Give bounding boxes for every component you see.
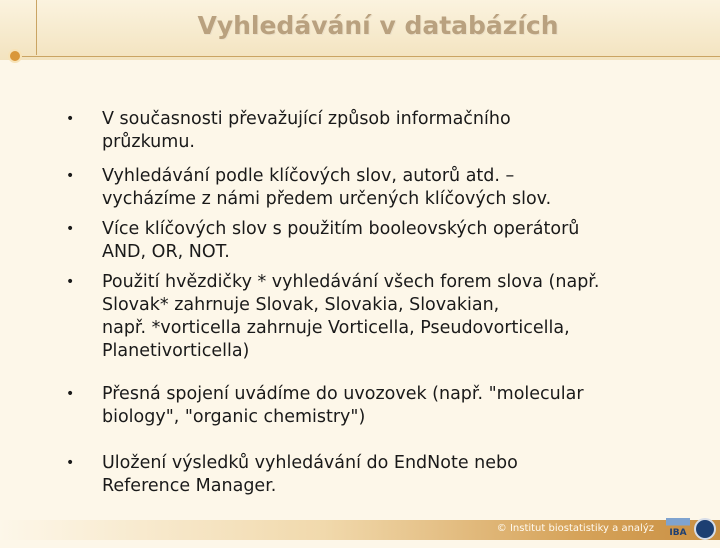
bullet-line: Reference Manager.	[102, 476, 277, 496]
slide-title: Vyhledávání v databázích	[197, 11, 559, 40]
bullet-text	[102, 452, 686, 498]
bullet-item	[66, 165, 686, 211]
bullet-line: Použití hvězdičky * vyhledávání všech forem slova (např.	[102, 272, 600, 292]
bullet-dot-icon: •	[66, 455, 75, 471]
bullet-line: vycházíme z námi předem určených klíčových slov.	[102, 189, 552, 209]
bullet-line: Planetivorticella)	[102, 341, 250, 361]
bullet-line: Více klíčových slov s použitím booleovských operátorů	[102, 219, 580, 239]
bullet-line: průzkumu.	[102, 132, 195, 152]
bullet-line: např. *vorticella zahrnuje Vorticella, Pseudovorticella,	[102, 318, 570, 338]
bullet-line: Přesná spojení uvádíme do uvozovek (např. "molecular	[102, 384, 584, 404]
iba-logo-icon: IBA	[666, 518, 690, 540]
bullet-item	[66, 108, 686, 154]
bullet-line: biology", "organic chemistry")	[102, 407, 366, 427]
bullet-item	[66, 218, 686, 264]
bullet-line: Vyhledávání podle klíčových slov, autorů atd. –	[102, 166, 515, 186]
bullet-dot-icon: •	[66, 168, 75, 184]
bullet-item	[66, 271, 686, 363]
bullet-list	[66, 108, 686, 498]
bullet-text	[102, 383, 686, 429]
bullet-dot-icon: •	[66, 111, 75, 127]
bullet-text	[102, 108, 686, 154]
bullet-text	[102, 218, 686, 264]
bullet-dot-icon: •	[66, 221, 75, 237]
decor-dot	[8, 49, 22, 63]
bullet-line: Uložení výsledků vyhledávání do EndNote nebo	[102, 453, 518, 473]
footer-credit: © Institut biostatistiky a analýz	[496, 523, 654, 534]
bullet-item	[66, 452, 686, 498]
bullet-text	[102, 165, 686, 211]
decor-horizontal-line	[20, 56, 720, 57]
bullet-line: AND, OR, NOT.	[102, 242, 230, 262]
bullet-item	[66, 383, 686, 429]
bullet-line: Slovak* zahrnuje Slovak, Slovakia, Slovakian,	[102, 295, 500, 315]
bullet-dot-icon: •	[66, 386, 75, 402]
bullet-text	[102, 271, 686, 363]
bullet-line: V současnosti převažující způsob informačního	[102, 109, 511, 129]
university-logo-icon	[694, 518, 716, 540]
bullet-dot-icon: •	[66, 274, 75, 290]
